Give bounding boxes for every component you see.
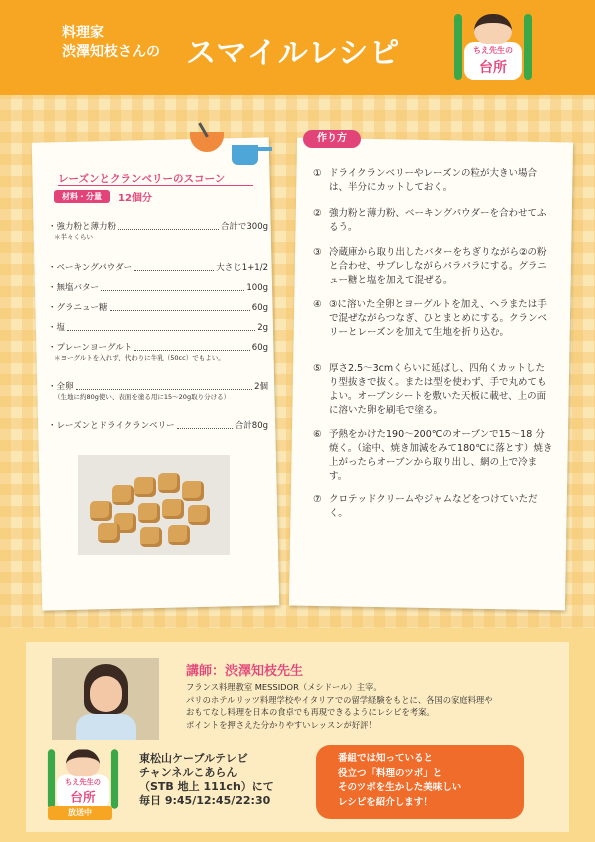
ingredient-item <box>48 381 268 402</box>
ingredient-amount: 合計で300g <box>220 222 268 232</box>
step-text: ③に溶いた全卵とヨーグルトを加え、ヘラまたは手で混ぜながらつなぎ、ひとまとめにする。クランベリーとレーズンを加えて生地を折り込む。 <box>329 299 548 338</box>
header-banner <box>0 0 595 95</box>
mixing-bowl-icon <box>190 122 230 152</box>
step-item <box>313 428 553 484</box>
step-text: ドライクランベリーやレーズンの粒が大きい場合は、半分にカットしておく。 <box>329 168 538 193</box>
step-number: ① <box>313 168 322 179</box>
ingredient-amount: 100g <box>246 283 268 293</box>
ingredient-item <box>48 302 268 314</box>
ingredient-note: （生地に約80g使い、表面を塗る用に15～20g取り分ける） <box>54 393 231 401</box>
broadcast-info <box>139 752 274 808</box>
saucepan-icon <box>232 141 272 165</box>
broadcast-line: （STB 地上 111ch）にて <box>139 780 274 793</box>
step-item <box>313 362 553 418</box>
logo-name2: 台所 <box>479 60 507 76</box>
step-text: クロテッドクリームやジャムなどをつけていただく。 <box>329 494 538 519</box>
lecturer-portrait <box>52 658 159 740</box>
step-number: ⑤ <box>313 363 322 374</box>
knife-icon <box>111 749 118 808</box>
bio-line: ポイントを押さえた分かりやすいレッスンが好評！ <box>186 719 377 730</box>
broadcast-line: 東松山ケーブルテレビ <box>139 752 248 765</box>
step-text: 予熱をかけた190～200℃のオーブンで15～18 分焼く。（途中、焼き加減をみて180℃に落とす）焼き上がったらオーブンから取り出し、網の上で冷ます。 <box>329 429 553 482</box>
lecturer-title: 講師：渋澤知枝先生 <box>186 664 304 679</box>
chie-kitchen-logo-small <box>44 746 121 813</box>
ingredient-amount: 60g <box>251 303 268 313</box>
qty-label-badge: 材料・分量 <box>54 190 110 203</box>
broadcast-line: チャンネルこあらん <box>139 766 238 779</box>
ingredient-name: ・レーズンとドライクランベリー <box>48 421 175 431</box>
step-number: ⑦ <box>313 494 322 505</box>
ingredient-note: ＊ヨーグルトを入れず、代わりに牛乳（50cc）でもよい。 <box>54 354 225 362</box>
step-item <box>313 493 553 521</box>
chef-face-icon <box>474 14 512 44</box>
step-number: ⑥ <box>313 429 322 440</box>
ingredient-item <box>48 282 268 294</box>
ingredient-note: ＊半々くらい <box>54 233 93 241</box>
logo-name: ちえ先生の <box>473 46 513 55</box>
ingredient-item <box>48 420 268 432</box>
logo-name: ちえ先生の <box>65 778 101 787</box>
lecturer-bio <box>186 681 561 731</box>
step-number: ③ <box>313 247 322 258</box>
header-title: スマイルレシピ <box>186 36 401 71</box>
bio-line: おもてなし料理を日本の食卓でも再現できるようにレシピを考案。 <box>186 707 435 717</box>
ingredient-name: ・強力粉と薄力粉 <box>48 222 117 232</box>
step-item <box>313 246 553 288</box>
fork-icon <box>48 749 55 808</box>
step-item <box>313 207 553 235</box>
chef-face-icon <box>66 749 100 776</box>
ingredient-name: ・無塩バター <box>48 283 100 293</box>
ingredient-name: ・グラニュー糖 <box>48 303 108 313</box>
fork-icon <box>454 14 462 80</box>
step-text: 冷蔵庫から取り出したバターをちぎりながら②の粉と合わせ、サブレしながらパラパラにする。グラニュー糖と塩を加えて混ぜる。 <box>329 247 547 286</box>
onair-badge: 放送中 <box>48 806 112 820</box>
step-item <box>313 298 553 340</box>
step-text: 厚さ2.5～3cmくらいに延ばし、四角くカットしたり型抜きで抜く。または型を使わず、手で丸めてもよい。オーブンシートを敷いた天板に載せ、上の面に溶いた卵を刷毛で塗る。 <box>329 363 547 416</box>
bio-line: フランス料理教室 MESSIDOR（メシドール）主宰。 <box>186 682 382 692</box>
ingredient-item <box>48 221 268 242</box>
ingredient-amount: 合計80g <box>234 421 268 431</box>
qty-value: 12個分 <box>118 193 152 204</box>
bio-line: パリのホテルリッツ料理学校やイタリアでの留学経験をもとに、各国の家庭料理や <box>186 694 493 705</box>
recipe-title: レーズンとクランベリーのスコーン <box>58 173 226 185</box>
ingredient-name: ・プレーンヨーグルト <box>48 343 133 353</box>
step-text: 強力粉と薄力粉、ベーキングパウダーを合わせてふるう。 <box>329 208 547 233</box>
step-item <box>313 167 553 195</box>
knife-icon <box>524 14 532 80</box>
scone-photo <box>78 455 230 555</box>
ingredient-amount: 大さじ1+1/2 <box>216 263 268 273</box>
ingredient-name: ・全卵 <box>48 382 74 392</box>
ingredient-item <box>48 342 268 363</box>
broadcast-line: 毎日 9:45/12:45/22:30 <box>139 794 271 807</box>
ingredient-amount: 2g <box>257 323 268 333</box>
header-subtitle-line1: 料理家 <box>62 25 104 41</box>
logo-name2: 台所 <box>70 790 96 806</box>
howto-label: 作り方 <box>303 130 361 148</box>
bubble-line: 役立つ「料理のツボ」と <box>338 767 443 779</box>
ingredient-item <box>48 262 268 274</box>
chie-kitchen-logo <box>450 10 536 84</box>
ingredient-name: ・ベーキングパウダー <box>48 263 133 273</box>
header-subtitle <box>62 24 160 62</box>
bubble-line: 番組では知っていると <box>338 753 434 764</box>
program-bubble <box>316 745 524 819</box>
ingredient-item <box>48 322 268 334</box>
bubble-line: そのツボを生かした美味しい <box>338 782 462 793</box>
header-subtitle-line2: 渋澤知枝さんの <box>62 44 160 60</box>
ingredient-amount: 60g <box>251 343 268 353</box>
ingredient-amount: 2個 <box>254 382 268 392</box>
title-underline <box>58 185 253 186</box>
ingredient-name: ・塩 <box>48 323 66 333</box>
step-number: ④ <box>313 299 322 310</box>
step-number: ② <box>313 208 322 219</box>
bubble-line: レシピを紹介します！ <box>338 796 433 808</box>
